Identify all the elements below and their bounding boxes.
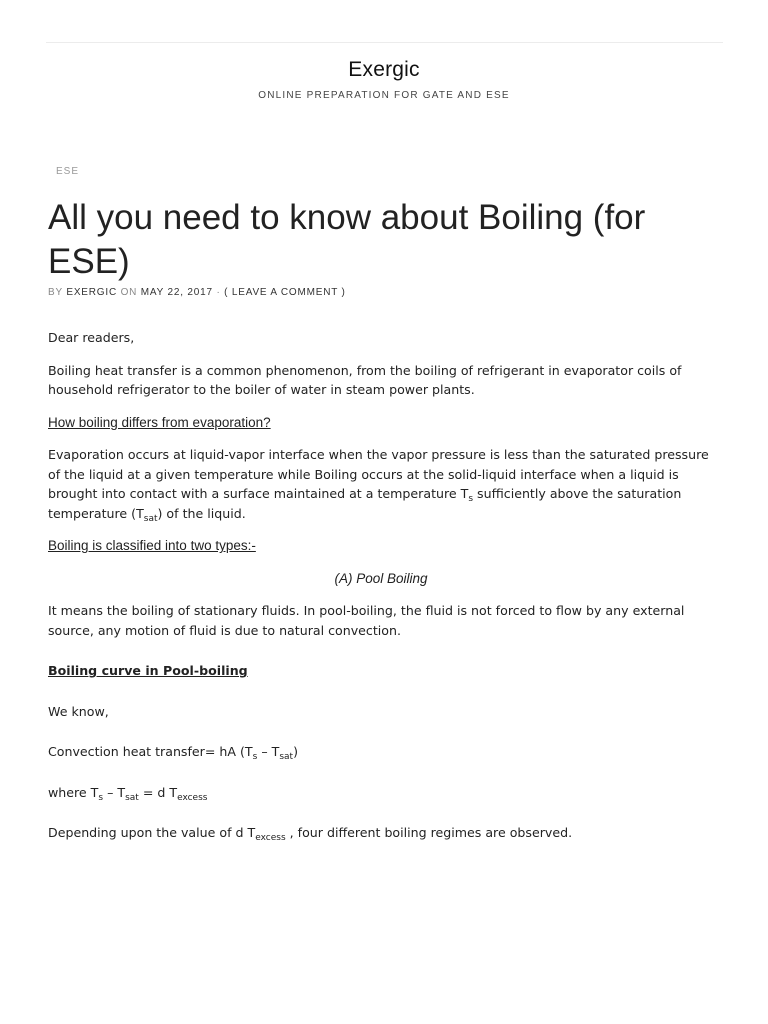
post-title: All you need to know about Boiling (for ESE) (48, 198, 646, 281)
evaporation-paragraph: Evaporation occurs at liquid-vapor interface when the vapor pressure is less than the saturated pressure of the liquid at a given temperature while Boiling occurs at the solid-liquid interface when a liquid is brought into contact with a surface maintained at a temperature $T_s$ sufficiently above the saturation temperature $(T_{sat})$ of the liquid. (48, 447, 709, 524)
heading-boiling-curve: Boiling curve in Pool-boiling (48, 663, 248, 678)
post-meta (48, 287, 346, 298)
meta-on-label: ON (120, 287, 138, 298)
heading-boiling-vs-evaporation: How boiling differs from evaporation? (48, 414, 271, 430)
header-top-divider (46, 42, 723, 43)
post-content (48, 328, 714, 856)
boiling-regimes-line: Depending upon the value of d $T_{excess}$ , four different boiling regimes are observed. (48, 825, 573, 843)
site-title-link[interactable]: Exergic (348, 58, 420, 81)
meta-separator: · (216, 287, 221, 298)
site-tagline: ONLINE PREPARATION FOR GATE AND ESE (258, 90, 510, 101)
intro-paragraph: Boiling heat transfer is a common phenomenon, from the boiling of refrigerant in evaporator coils of household refrigerator to the boiler of water in steam power plants. (48, 362, 682, 397)
heading-boiling-types: Boiling is classified into two types:- (48, 538, 256, 553)
site-header (0, 58, 768, 101)
pool-boiling-paragraph: It means the boiling of stationary fluids. In pool-boiling, the fluid is not forced to flow by any external source, any motion of fluid is due to natural convection. (48, 603, 685, 638)
convection-equation: Convection heat transfer= hA $(T_s - T_{sat})$ (48, 744, 298, 762)
excess-temperature-definition: where $T_s - T_{sat} = d$ $T_{excess}$ (48, 784, 208, 803)
leave-comment-link[interactable]: ( LEAVE A COMMENT ) (224, 287, 346, 298)
category-link-ese[interactable]: ESE (56, 166, 80, 177)
we-know-line: We know, (48, 703, 109, 719)
post-date-link[interactable]: MAY 22, 2017 (140, 287, 213, 298)
heading-pool-boiling: (A) Pool Boiling (334, 570, 428, 586)
meta-by-label: BY (48, 287, 63, 298)
author-link[interactable]: EXERGIC (66, 287, 117, 298)
greeting: Dear readers, (48, 330, 135, 345)
